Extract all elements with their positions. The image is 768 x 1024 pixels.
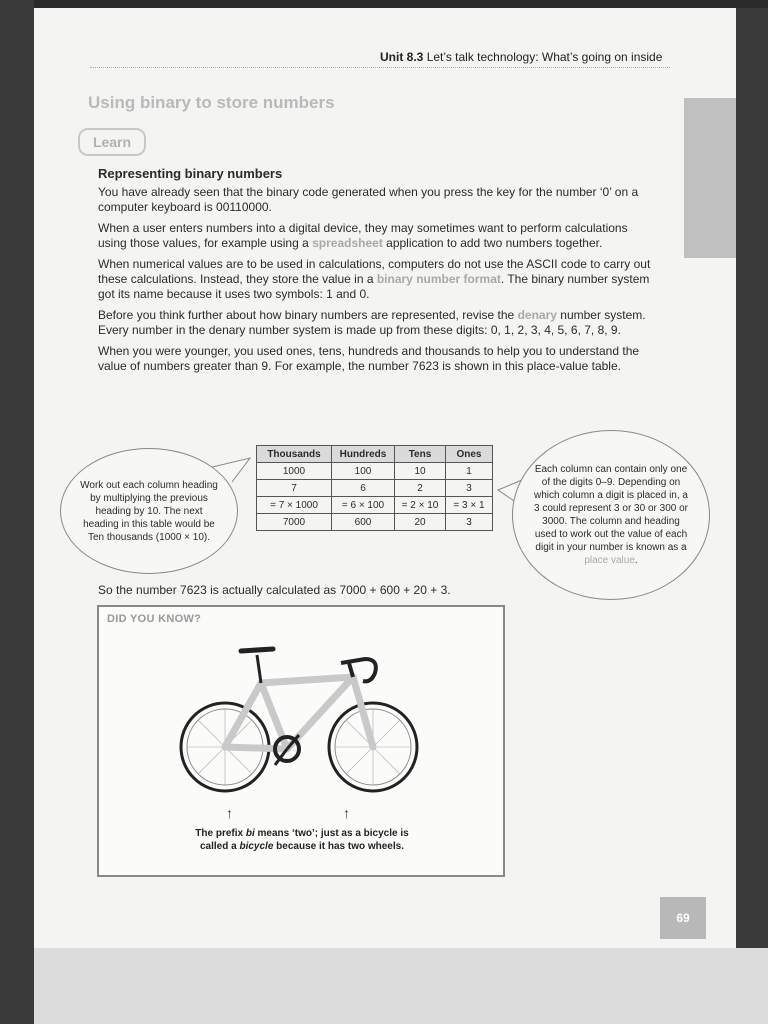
keyword-spreadsheet: spreadsheet [312,236,383,250]
paragraph-4: Before you think further about how binary numbers are represented, revise the denary number system. Every number in the denary number system is made up from these digits: 0, 1, 2, 3, 4, 5, 6, 7, 8, 9. [98,308,646,337]
table-cell: 6 [332,480,395,497]
table-cell: = 7 × 1000 [257,497,332,514]
table-cell: = 6 × 100 [332,497,395,514]
table-cell: 2 [395,480,446,497]
table-header-cell: Tens [395,446,446,463]
paragraph-3: When numerical values are to be used in calculations, computers do not use the ASCII code to carry out these calculations. Instead, they store the value in a binary number format. The binary number system got its name because it uses two symbols: 1 and 0. [98,257,651,301]
table-cell: 1000 [257,463,332,480]
subheading: Representing binary numbers [98,166,283,181]
sum-text: So the number 7623 is actually calculated as 7000 + 600 + 20 + 3. [98,583,451,597]
place-value-table [256,445,493,531]
section-title: Using binary to store numbers [88,93,335,112]
table-cell: 1 [446,463,493,480]
table-header-cell: Hundreds [332,446,395,463]
table-cell: = 3 × 1 [446,497,493,514]
table-cell: 600 [332,514,395,531]
learn-label: Learn [78,128,146,156]
bicycle-icon [175,637,425,797]
keyword-binary-format: binary number format [376,272,501,286]
table-cell: 20 [395,514,446,531]
table-row [257,463,493,480]
table-cell: = 2 × 10 [395,497,446,514]
arrow-up-icon: ↑ [343,805,350,821]
table-cell: 10 [395,463,446,480]
table-cell: 100 [332,463,395,480]
table-cell: 3 [446,514,493,531]
table-header-cell: Ones [446,446,493,463]
tip-bubble-left: Work out each column heading by multiplying the previous heading by 10. The next heading in this table would be Ten thousands (1000 × 10). [60,448,238,574]
table-header-cell: Thousands [257,446,332,463]
paragraph-1: You have already seen that the binary code generated when you press the key for the number ‘0’ on a computer keyboard is 00110000. [98,185,639,214]
arrow-up-icon: ↑ [226,805,233,821]
table-header-row [257,446,493,463]
bicycle-caption: The prefix bi means ‘two’; just as a bicycle is called a bicycle because it has two wheels. [195,828,409,852]
did-you-know-title: DID YOU KNOW? [107,613,202,625]
keyword-denary: denary [517,308,557,322]
tip-bubble-right: Each column can contain only one of the digits 0–9. Depending on which column a digit is placed in, a 3 could represent 3 or 30 or 300 or 3000. The column and heading used to work out the value of each digit in your number is known as a place value. [512,430,710,600]
table-row [257,480,493,497]
table-row [257,514,493,531]
page-number: 69 [660,897,706,939]
paragraph-2: When a user enters numbers into a digital device, they may sometimes want to perform calculations using those values, for example using a spreadsheet application to add two numbers together. [98,221,628,250]
did-you-know-box [97,605,505,877]
unit-header: Unit 8.3 Let’s talk technology: What’s going on inside [380,50,663,64]
table-row [257,497,493,514]
table-cell: 7000 [257,514,332,531]
table-cell: 3 [446,480,493,497]
paragraph-5: When you were younger, you used ones, tens, hundreds and thousands to help you to understand the value of numbers greater than 9. For example, the number 7623 is shown in this place-value table. [98,344,640,373]
keyword-place-value: place value [584,555,635,566]
table-cell: 7 [257,480,332,497]
